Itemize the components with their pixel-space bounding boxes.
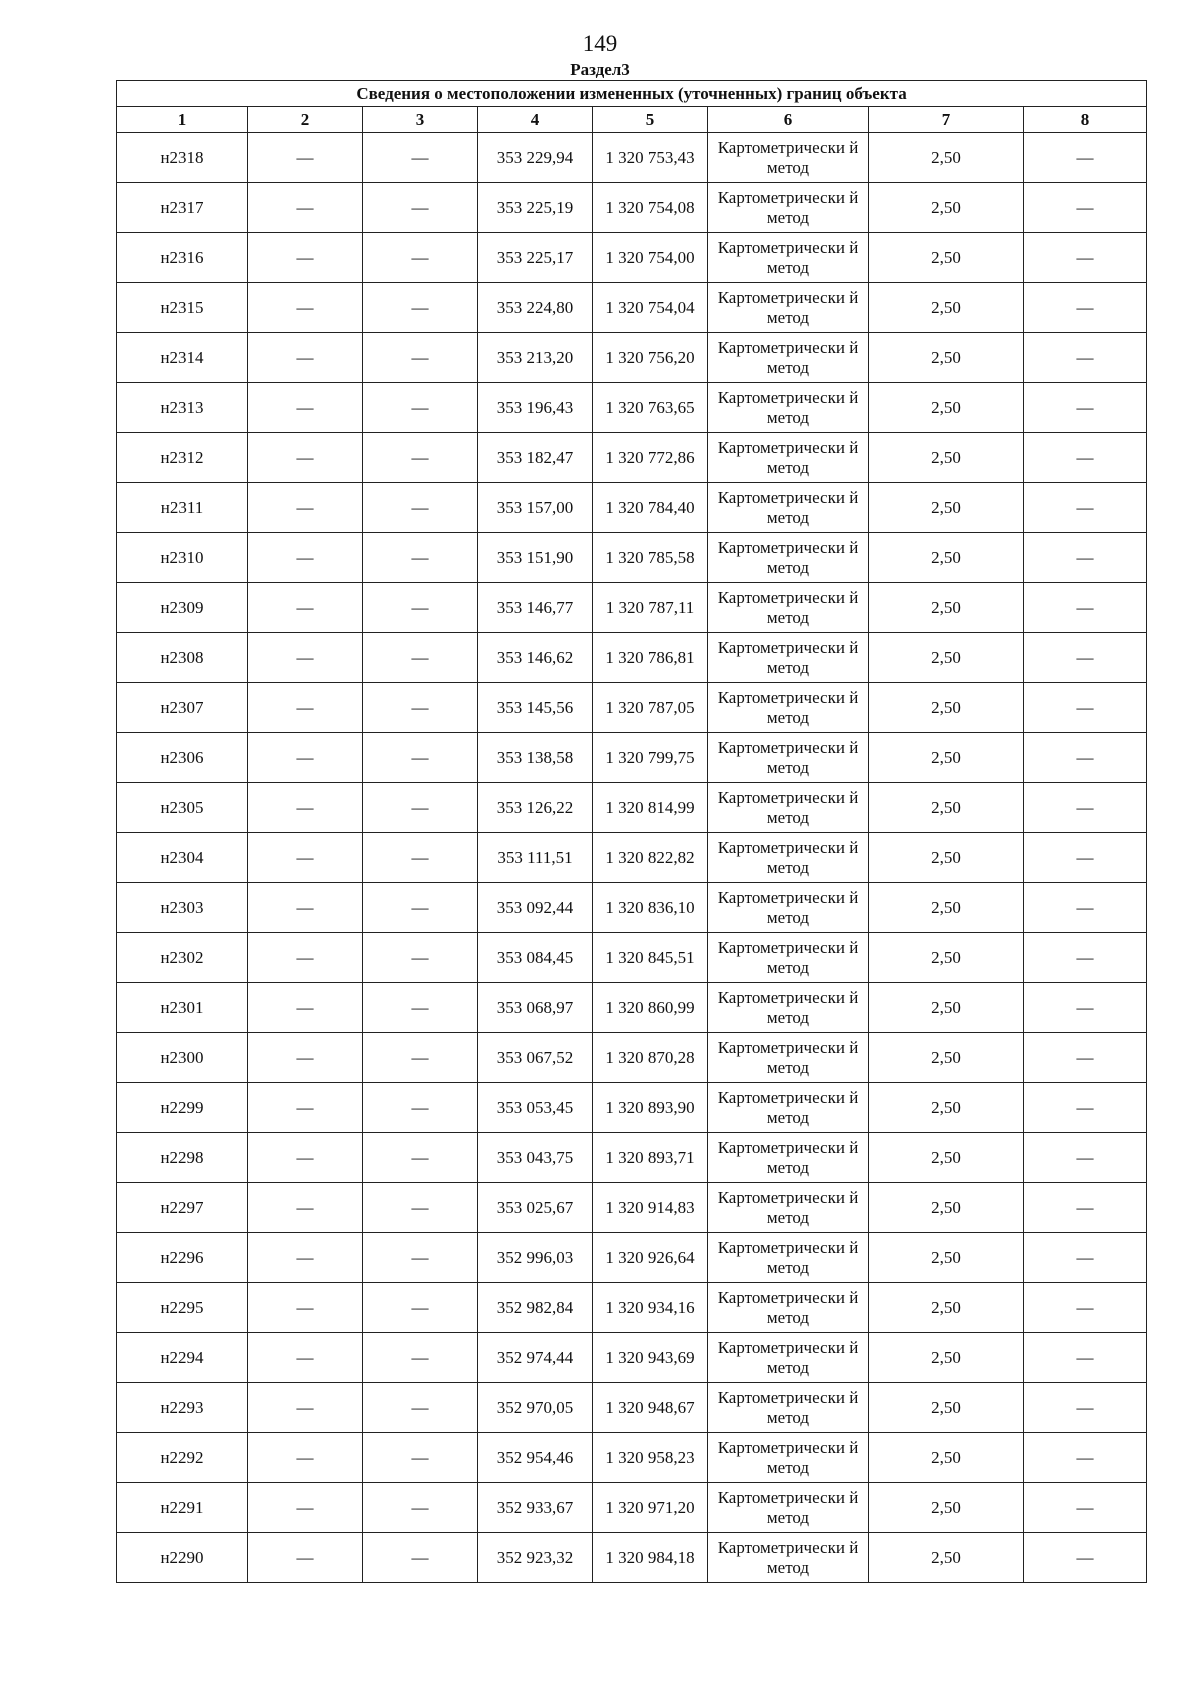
- empty-value-cell: —: [363, 783, 478, 833]
- empty-value-cell: —: [248, 1533, 363, 1583]
- method-cell: Картометрически й метод: [708, 283, 869, 333]
- accuracy-cell: 2,50: [869, 783, 1024, 833]
- empty-value-cell: —: [248, 1183, 363, 1233]
- x-coordinate-cell: 353 092,44: [478, 883, 593, 933]
- empty-value-cell: —: [1024, 283, 1147, 333]
- y-coordinate-cell: 1 320 822,82: [593, 833, 708, 883]
- empty-value-cell: —: [363, 883, 478, 933]
- empty-value-cell: —: [1024, 1483, 1147, 1533]
- point-name-cell: н2290: [117, 1533, 248, 1583]
- empty-value-cell: —: [248, 733, 363, 783]
- accuracy-cell: 2,50: [869, 1533, 1024, 1583]
- table-row: [117, 883, 1147, 933]
- empty-value-cell: —: [248, 433, 363, 483]
- empty-value-cell: —: [363, 933, 478, 983]
- empty-value-cell: —: [248, 1233, 363, 1283]
- point-name-cell: н2299: [117, 1083, 248, 1133]
- table-row: [117, 683, 1147, 733]
- method-cell: Картометрически й метод: [708, 233, 869, 283]
- empty-value-cell: —: [363, 733, 478, 783]
- empty-value-cell: —: [1024, 333, 1147, 383]
- empty-value-cell: —: [363, 1333, 478, 1383]
- point-name-cell: н2294: [117, 1333, 248, 1383]
- table-row: [117, 733, 1147, 783]
- empty-value-cell: —: [363, 1433, 478, 1483]
- y-coordinate-cell: 1 320 754,00: [593, 233, 708, 283]
- empty-value-cell: —: [363, 1033, 478, 1083]
- boundary-coordinates-table: [116, 80, 1147, 1583]
- table-row: [117, 1433, 1147, 1483]
- x-coordinate-cell: 353 138,58: [478, 733, 593, 783]
- empty-value-cell: —: [248, 583, 363, 633]
- x-coordinate-cell: 353 157,00: [478, 483, 593, 533]
- empty-value-cell: —: [248, 983, 363, 1033]
- empty-value-cell: —: [248, 1383, 363, 1433]
- empty-value-cell: —: [1024, 483, 1147, 533]
- empty-value-cell: —: [1024, 1033, 1147, 1083]
- table-row: [117, 1233, 1147, 1283]
- accuracy-cell: 2,50: [869, 1433, 1024, 1483]
- accuracy-cell: 2,50: [869, 433, 1024, 483]
- y-coordinate-cell: 1 320 756,20: [593, 333, 708, 383]
- y-coordinate-cell: 1 320 914,83: [593, 1183, 708, 1233]
- point-name-cell: н2309: [117, 583, 248, 633]
- empty-value-cell: —: [248, 133, 363, 183]
- x-coordinate-cell: 353 146,62: [478, 633, 593, 683]
- point-name-cell: н2293: [117, 1383, 248, 1433]
- table-row: [117, 1283, 1147, 1333]
- table-row: [117, 1383, 1147, 1433]
- accuracy-cell: 2,50: [869, 1183, 1024, 1233]
- x-coordinate-cell: 353 043,75: [478, 1133, 593, 1183]
- point-name-cell: н2302: [117, 933, 248, 983]
- x-coordinate-cell: 353 025,67: [478, 1183, 593, 1233]
- table-row: [117, 933, 1147, 983]
- accuracy-cell: 2,50: [869, 483, 1024, 533]
- accuracy-cell: 2,50: [869, 133, 1024, 183]
- point-name-cell: н2305: [117, 783, 248, 833]
- y-coordinate-cell: 1 320 893,90: [593, 1083, 708, 1133]
- point-name-cell: н2310: [117, 533, 248, 583]
- y-coordinate-cell: 1 320 772,86: [593, 433, 708, 483]
- method-cell: Картометрически й метод: [708, 1333, 869, 1383]
- x-coordinate-cell: 353 146,77: [478, 583, 593, 633]
- empty-value-cell: —: [363, 1183, 478, 1233]
- empty-value-cell: —: [248, 933, 363, 983]
- empty-value-cell: —: [1024, 1183, 1147, 1233]
- empty-value-cell: —: [248, 683, 363, 733]
- point-name-cell: н2306: [117, 733, 248, 783]
- x-coordinate-cell: 352 954,46: [478, 1433, 593, 1483]
- column-number: 8: [1024, 107, 1147, 133]
- table-row: [117, 783, 1147, 833]
- method-cell: Картометрически й метод: [708, 1133, 869, 1183]
- point-name-cell: н2295: [117, 1283, 248, 1333]
- empty-value-cell: —: [363, 833, 478, 883]
- empty-value-cell: —: [248, 1333, 363, 1383]
- y-coordinate-cell: 1 320 787,11: [593, 583, 708, 633]
- column-number: 5: [593, 107, 708, 133]
- empty-value-cell: —: [1024, 1333, 1147, 1383]
- empty-value-cell: —: [1024, 683, 1147, 733]
- method-cell: Картометрически й метод: [708, 1383, 869, 1433]
- empty-value-cell: —: [1024, 233, 1147, 283]
- page-number: 149: [582, 31, 618, 56]
- y-coordinate-cell: 1 320 799,75: [593, 733, 708, 783]
- table-row: [117, 383, 1147, 433]
- y-coordinate-cell: 1 320 814,99: [593, 783, 708, 833]
- empty-value-cell: —: [1024, 383, 1147, 433]
- method-cell: Картометрически й метод: [708, 733, 869, 783]
- empty-value-cell: —: [248, 1283, 363, 1333]
- accuracy-cell: 2,50: [869, 733, 1024, 783]
- empty-value-cell: —: [363, 183, 478, 233]
- empty-value-cell: —: [1024, 783, 1147, 833]
- x-coordinate-cell: 353 053,45: [478, 1083, 593, 1133]
- x-coordinate-cell: 352 923,32: [478, 1533, 593, 1583]
- x-coordinate-cell: 353 196,43: [478, 383, 593, 433]
- method-cell: Картометрически й метод: [708, 533, 869, 583]
- accuracy-cell: 2,50: [869, 383, 1024, 433]
- x-coordinate-cell: 352 970,05: [478, 1383, 593, 1433]
- empty-value-cell: —: [1024, 933, 1147, 983]
- accuracy-cell: 2,50: [869, 583, 1024, 633]
- point-name-cell: н2316: [117, 233, 248, 283]
- y-coordinate-cell: 1 320 860,99: [593, 983, 708, 1033]
- method-cell: Картометрически й метод: [708, 683, 869, 733]
- empty-value-cell: —: [363, 1533, 478, 1583]
- method-cell: Картометрически й метод: [708, 183, 869, 233]
- method-cell: Картометрически й метод: [708, 333, 869, 383]
- table-row: [117, 333, 1147, 383]
- method-cell: Картометрически й метод: [708, 833, 869, 883]
- accuracy-cell: 2,50: [869, 1333, 1024, 1383]
- y-coordinate-cell: 1 320 836,10: [593, 883, 708, 933]
- empty-value-cell: —: [248, 283, 363, 333]
- point-name-cell: н2298: [117, 1133, 248, 1183]
- empty-value-cell: —: [248, 483, 363, 533]
- x-coordinate-cell: 353 145,56: [478, 683, 593, 733]
- method-cell: Картометрически й метод: [708, 1183, 869, 1233]
- empty-value-cell: —: [1024, 1533, 1147, 1583]
- empty-value-cell: —: [363, 1383, 478, 1433]
- empty-value-cell: —: [363, 1133, 478, 1183]
- y-coordinate-cell: 1 320 785,58: [593, 533, 708, 583]
- column-number: 3: [363, 107, 478, 133]
- x-coordinate-cell: 353 225,17: [478, 233, 593, 283]
- empty-value-cell: —: [1024, 1283, 1147, 1333]
- table-body: [117, 133, 1147, 1583]
- table-row: [117, 633, 1147, 683]
- empty-value-cell: —: [248, 1033, 363, 1083]
- accuracy-cell: 2,50: [869, 1083, 1024, 1133]
- empty-value-cell: —: [1024, 733, 1147, 783]
- empty-value-cell: —: [363, 683, 478, 733]
- table-row: [117, 1533, 1147, 1583]
- empty-value-cell: —: [248, 1083, 363, 1133]
- method-cell: Картометрически й метод: [708, 783, 869, 833]
- empty-value-cell: —: [1024, 983, 1147, 1033]
- method-cell: Картометрически й метод: [708, 383, 869, 433]
- table-row: [117, 1133, 1147, 1183]
- empty-value-cell: —: [363, 633, 478, 683]
- accuracy-cell: 2,50: [869, 283, 1024, 333]
- x-coordinate-cell: 353 111,51: [478, 833, 593, 883]
- x-coordinate-cell: 353 151,90: [478, 533, 593, 583]
- accuracy-cell: 2,50: [869, 833, 1024, 883]
- empty-value-cell: —: [363, 383, 478, 433]
- x-coordinate-cell: 352 982,84: [478, 1283, 593, 1333]
- empty-value-cell: —: [363, 1233, 478, 1283]
- y-coordinate-cell: 1 320 948,67: [593, 1383, 708, 1433]
- method-cell: Картометрически й метод: [708, 1433, 869, 1483]
- method-cell: Картометрически й метод: [708, 483, 869, 533]
- method-cell: Картометрически й метод: [708, 983, 869, 1033]
- y-coordinate-cell: 1 320 845,51: [593, 933, 708, 983]
- x-coordinate-cell: 353 213,20: [478, 333, 593, 383]
- empty-value-cell: —: [248, 1483, 363, 1533]
- y-coordinate-cell: 1 320 958,23: [593, 1433, 708, 1483]
- point-name-cell: н2291: [117, 1483, 248, 1533]
- accuracy-cell: 2,50: [869, 333, 1024, 383]
- table-row: [117, 1333, 1147, 1383]
- empty-value-cell: —: [1024, 1383, 1147, 1433]
- point-name-cell: н2296: [117, 1233, 248, 1283]
- y-coordinate-cell: 1 320 870,28: [593, 1033, 708, 1083]
- accuracy-cell: 2,50: [869, 1133, 1024, 1183]
- table-row: [117, 283, 1147, 333]
- table-row: [117, 483, 1147, 533]
- section-label: Раздел3: [570, 60, 630, 79]
- empty-value-cell: —: [248, 333, 363, 383]
- point-name-cell: н2312: [117, 433, 248, 483]
- empty-value-cell: —: [363, 533, 478, 583]
- accuracy-cell: 2,50: [869, 1383, 1024, 1433]
- method-cell: Картометрически й метод: [708, 1533, 869, 1583]
- y-coordinate-cell: 1 320 784,40: [593, 483, 708, 533]
- empty-value-cell: —: [1024, 1083, 1147, 1133]
- point-name-cell: н2307: [117, 683, 248, 733]
- y-coordinate-cell: 1 320 926,64: [593, 1233, 708, 1283]
- empty-value-cell: —: [1024, 533, 1147, 583]
- empty-value-cell: —: [248, 833, 363, 883]
- empty-value-cell: —: [363, 1083, 478, 1133]
- empty-value-cell: —: [248, 783, 363, 833]
- x-coordinate-cell: 353 126,22: [478, 783, 593, 833]
- accuracy-cell: 2,50: [869, 683, 1024, 733]
- empty-value-cell: —: [248, 1433, 363, 1483]
- point-name-cell: н2300: [117, 1033, 248, 1083]
- y-coordinate-cell: 1 320 787,05: [593, 683, 708, 733]
- point-name-cell: н2313: [117, 383, 248, 433]
- column-number: 2: [248, 107, 363, 133]
- empty-value-cell: —: [1024, 833, 1147, 883]
- empty-value-cell: —: [248, 383, 363, 433]
- empty-value-cell: —: [248, 633, 363, 683]
- accuracy-cell: 2,50: [869, 233, 1024, 283]
- point-name-cell: н2308: [117, 633, 248, 683]
- empty-value-cell: —: [248, 1133, 363, 1183]
- empty-value-cell: —: [1024, 433, 1147, 483]
- method-cell: Картометрически й метод: [708, 1083, 869, 1133]
- x-coordinate-cell: 353 225,19: [478, 183, 593, 233]
- x-coordinate-cell: 353 229,94: [478, 133, 593, 183]
- empty-value-cell: —: [363, 133, 478, 183]
- table-row: [117, 583, 1147, 633]
- empty-value-cell: —: [363, 433, 478, 483]
- empty-value-cell: —: [363, 1483, 478, 1533]
- point-name-cell: н2292: [117, 1433, 248, 1483]
- accuracy-cell: 2,50: [869, 533, 1024, 583]
- method-cell: Картометрически й метод: [708, 1233, 869, 1283]
- accuracy-cell: 2,50: [869, 1483, 1024, 1533]
- method-cell: Картометрически й метод: [708, 583, 869, 633]
- column-number: 4: [478, 107, 593, 133]
- column-number: 7: [869, 107, 1024, 133]
- empty-value-cell: —: [1024, 1233, 1147, 1283]
- table-row: [117, 533, 1147, 583]
- point-name-cell: н2304: [117, 833, 248, 883]
- point-name-cell: н2301: [117, 983, 248, 1033]
- y-coordinate-cell: 1 320 754,08: [593, 183, 708, 233]
- y-coordinate-cell: 1 320 943,69: [593, 1333, 708, 1383]
- accuracy-cell: 2,50: [869, 983, 1024, 1033]
- empty-value-cell: —: [363, 983, 478, 1033]
- method-cell: Картометрически й метод: [708, 1033, 869, 1083]
- x-coordinate-cell: 352 974,44: [478, 1333, 593, 1383]
- empty-value-cell: —: [1024, 583, 1147, 633]
- column-number: 1: [117, 107, 248, 133]
- y-coordinate-cell: 1 320 893,71: [593, 1133, 708, 1183]
- accuracy-cell: 2,50: [869, 633, 1024, 683]
- table-row: [117, 1183, 1147, 1233]
- x-coordinate-cell: 353 224,80: [478, 283, 593, 333]
- table-row: [117, 1483, 1147, 1533]
- x-coordinate-cell: 353 068,97: [478, 983, 593, 1033]
- x-coordinate-cell: 353 067,52: [478, 1033, 593, 1083]
- table-row: [117, 133, 1147, 183]
- method-cell: Картометрически й метод: [708, 433, 869, 483]
- y-coordinate-cell: 1 320 763,65: [593, 383, 708, 433]
- empty-value-cell: —: [248, 883, 363, 933]
- accuracy-cell: 2,50: [869, 1233, 1024, 1283]
- table-row: [117, 833, 1147, 883]
- empty-value-cell: —: [363, 283, 478, 333]
- accuracy-cell: 2,50: [869, 883, 1024, 933]
- empty-value-cell: —: [248, 533, 363, 583]
- x-coordinate-cell: 352 996,03: [478, 1233, 593, 1283]
- point-name-cell: н2314: [117, 333, 248, 383]
- table-caption: Сведения о местоположении измененных (уточненных) границ объекта: [117, 81, 1147, 107]
- point-name-cell: н2315: [117, 283, 248, 333]
- y-coordinate-cell: 1 320 754,04: [593, 283, 708, 333]
- method-cell: Картометрически й метод: [708, 883, 869, 933]
- empty-value-cell: —: [1024, 883, 1147, 933]
- table-row: [117, 1083, 1147, 1133]
- point-name-cell: н2317: [117, 183, 248, 233]
- method-cell: Картометрически й метод: [708, 1483, 869, 1533]
- method-cell: Картометрически й метод: [708, 133, 869, 183]
- table-row: [117, 983, 1147, 1033]
- empty-value-cell: —: [363, 333, 478, 383]
- y-coordinate-cell: 1 320 786,81: [593, 633, 708, 683]
- accuracy-cell: 2,50: [869, 1283, 1024, 1333]
- y-coordinate-cell: 1 320 753,43: [593, 133, 708, 183]
- point-name-cell: н2297: [117, 1183, 248, 1233]
- table-row: [117, 183, 1147, 233]
- empty-value-cell: —: [363, 483, 478, 533]
- accuracy-cell: 2,50: [869, 183, 1024, 233]
- table-row: [117, 233, 1147, 283]
- empty-value-cell: —: [363, 233, 478, 283]
- empty-value-cell: —: [1024, 1433, 1147, 1483]
- column-number: 6: [708, 107, 869, 133]
- empty-value-cell: —: [1024, 1133, 1147, 1183]
- empty-value-cell: —: [363, 583, 478, 633]
- x-coordinate-cell: 352 933,67: [478, 1483, 593, 1533]
- empty-value-cell: —: [363, 1283, 478, 1333]
- accuracy-cell: 2,50: [869, 933, 1024, 983]
- empty-value-cell: —: [1024, 633, 1147, 683]
- y-coordinate-cell: 1 320 934,16: [593, 1283, 708, 1333]
- table-row: [117, 433, 1147, 483]
- empty-value-cell: —: [248, 183, 363, 233]
- accuracy-cell: 2,50: [869, 1033, 1024, 1083]
- table-row: [117, 1033, 1147, 1083]
- point-name-cell: н2303: [117, 883, 248, 933]
- x-coordinate-cell: 353 182,47: [478, 433, 593, 483]
- empty-value-cell: —: [248, 233, 363, 283]
- x-coordinate-cell: 353 084,45: [478, 933, 593, 983]
- method-cell: Картометрически й метод: [708, 933, 869, 983]
- y-coordinate-cell: 1 320 971,20: [593, 1483, 708, 1533]
- point-name-cell: н2311: [117, 483, 248, 533]
- empty-value-cell: —: [1024, 183, 1147, 233]
- empty-value-cell: —: [1024, 133, 1147, 183]
- y-coordinate-cell: 1 320 984,18: [593, 1533, 708, 1583]
- method-cell: Картометрически й метод: [708, 633, 869, 683]
- point-name-cell: н2318: [117, 133, 248, 183]
- method-cell: Картометрически й метод: [708, 1283, 869, 1333]
